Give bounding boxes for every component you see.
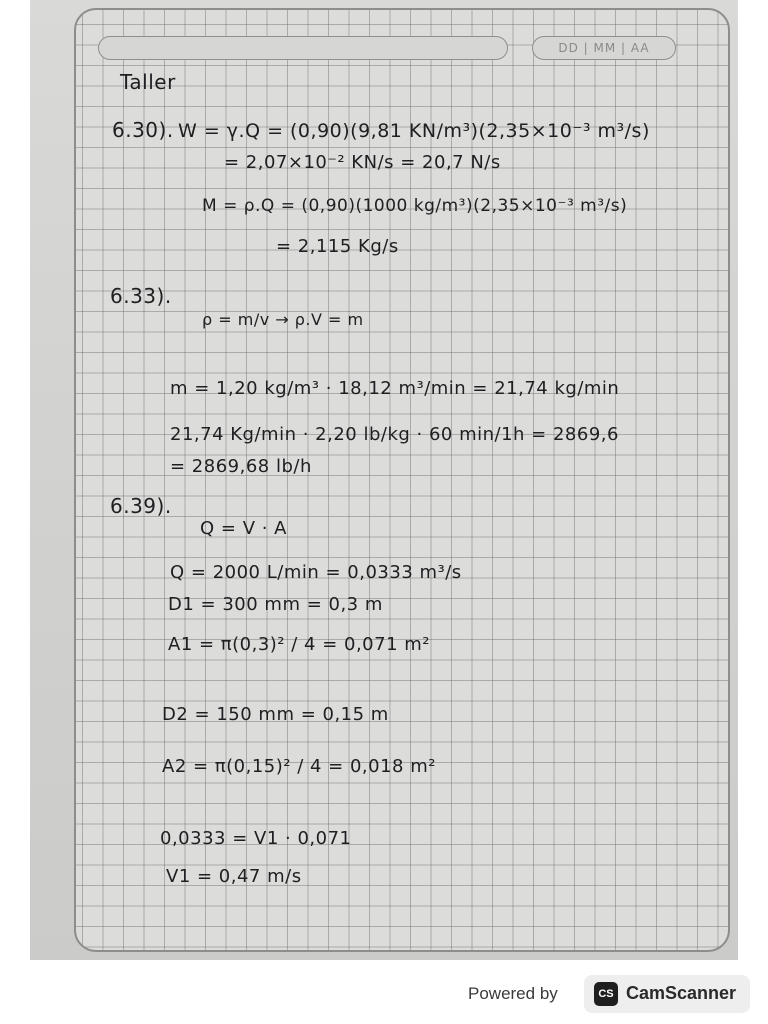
page-title: Taller — [120, 70, 176, 94]
problem-6-39-line-7: 0,0333 = V1 · 0,071 — [160, 828, 352, 849]
problem-6-33-line-3: 21,74 Kg/min · 2,20 lb/kg · 60 min/1h = 2869,6 — [170, 424, 619, 445]
camscanner-logo-icon: CS — [594, 982, 618, 1006]
scanned-photo — [30, 0, 738, 960]
problem-6-33-line-4: = 2869,68 lb/h — [170, 456, 312, 477]
problem-6-39-line-1: Q = V · A — [200, 518, 287, 539]
date-field: DD | MM | AA — [532, 36, 676, 60]
camscanner-brand-name: CamScanner — [626, 983, 737, 1003]
problem-6-30-line-3: M = ρ.Q = (0,90)(1000 kg/m³)(2,35×10⁻³ m³/s) — [202, 196, 628, 216]
camscanner-badge — [584, 975, 750, 1013]
problem-6-39-line-2: Q = 2000 L/min = 0,0333 m³/s — [170, 562, 462, 583]
problem-number-6-30: 6.30). — [112, 118, 174, 142]
problem-6-39-line-3: D1 = 300 mm = 0,3 m — [168, 594, 383, 615]
problem-6-30-line-1: W = γ.Q = (0,90)(9,81 KN/m³)(2,35×10⁻³ m³/s) — [178, 120, 650, 142]
problem-6-39-line-4: A1 = π(0,3)² / 4 = 0,071 m² — [168, 634, 431, 655]
problem-6-39-line-5: D2 = 150 mm = 0,15 m — [162, 704, 389, 725]
problem-number-6-39: 6.39). — [110, 494, 172, 518]
problem-6-33-line-2: m = 1,20 kg/m³ · 18,12 m³/min = 21,74 kg/min — [170, 378, 620, 399]
problem-6-39-line-6: A2 = π(0,15)² / 4 = 0,018 m² — [162, 756, 436, 777]
problem-6-30-line-4: = 2,115 Kg/s — [276, 236, 399, 257]
powered-by-label: Powered by — [468, 984, 558, 1003]
problem-number-6-33: 6.33). — [110, 284, 172, 308]
notebook-header-bar — [98, 36, 508, 60]
notebook-page — [74, 8, 730, 952]
problem-6-30-line-2: = 2,07×10⁻² KN/s = 20,7 N/s — [224, 152, 501, 173]
problem-6-33-line-1: ρ = m/v → ρ.V = m — [202, 310, 364, 329]
problem-6-39-line-8: V1 = 0,47 m/s — [166, 866, 302, 887]
